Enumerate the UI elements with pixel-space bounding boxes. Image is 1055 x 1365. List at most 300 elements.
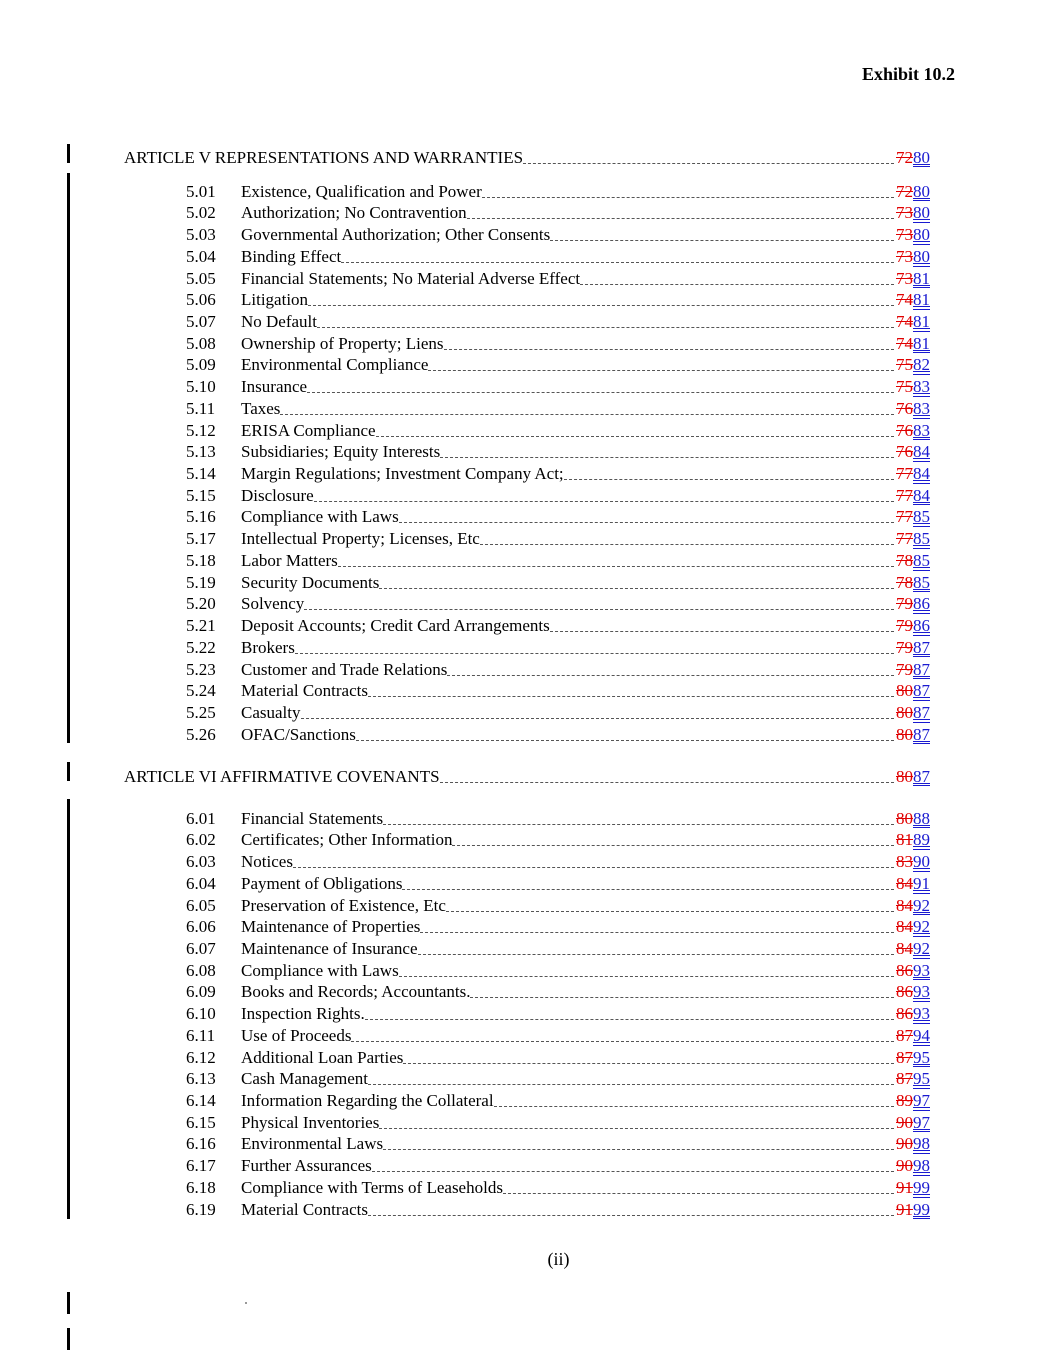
section-title: Ownership of Property; Liens <box>241 333 444 353</box>
section-title: Certificates; Other Information <box>241 830 453 850</box>
section-number: 6.09 <box>186 982 216 1002</box>
section-title: Physical Inventories <box>241 1112 380 1132</box>
deleted-page-number: 86 <box>896 960 913 980</box>
entry-title-line <box>241 616 930 636</box>
dot-leader <box>550 239 894 241</box>
deleted-page-number: 75 <box>896 355 913 375</box>
section-number: 5.16 <box>186 507 216 527</box>
dot-leader <box>368 695 894 697</box>
toc-section-entry[interactable] <box>0 680 930 702</box>
inserted-page-number[interactable]: 99 <box>913 1199 930 1219</box>
section-number: 5.10 <box>186 377 216 397</box>
inserted-page-number[interactable]: 80 <box>913 147 930 167</box>
deleted-page-number: 79 <box>896 594 913 614</box>
toc-article-entry[interactable] <box>0 765 930 787</box>
toc-section-entry[interactable] <box>0 829 930 851</box>
dot-leader <box>444 348 894 350</box>
page-ref <box>896 1026 930 1046</box>
entry-title-line <box>241 725 930 745</box>
entry-title-line <box>124 767 930 787</box>
inserted-page-number[interactable]: 87 <box>913 702 930 722</box>
dot-leader <box>307 391 894 393</box>
deleted-page-number: 81 <box>896 830 913 850</box>
deleted-page-number: 91 <box>896 1177 913 1197</box>
deleted-page-number: 84 <box>896 895 913 915</box>
section-title: Use of Proceeds <box>241 1025 352 1045</box>
page-ref <box>896 830 930 850</box>
section-title: Taxes <box>241 398 281 418</box>
section-title: Authorization; No Contravention <box>241 203 467 223</box>
toc-section-entry[interactable] <box>0 1046 930 1068</box>
section-number: 6.05 <box>186 895 216 915</box>
dot-leader <box>383 1148 894 1150</box>
inserted-page-number[interactable]: 92 <box>913 939 930 958</box>
deleted-page-number: 76 <box>896 442 913 462</box>
page-ref <box>896 638 930 658</box>
toc-section-entry[interactable] <box>0 397 930 419</box>
inserted-page-number[interactable]: 86 <box>913 616 930 636</box>
page-ref <box>896 399 930 419</box>
section-title: Cash Management <box>241 1069 368 1089</box>
deleted-page-number: 86 <box>896 982 913 1002</box>
entry-title-line <box>241 1004 930 1024</box>
section-title: Margin Regulations; Investment Company Act; <box>241 464 564 484</box>
inserted-page-number[interactable]: 90 <box>913 852 930 872</box>
toc-section-entry[interactable] <box>0 571 930 593</box>
section-title: Litigation <box>241 290 309 310</box>
section-number: 5.15 <box>186 485 216 505</box>
dot-leader <box>428 369 894 371</box>
page-ref <box>896 1069 930 1089</box>
page-ref <box>896 148 930 168</box>
section-title: Compliance with Laws <box>241 507 399 527</box>
page-ref <box>896 1200 930 1220</box>
toc-section-entry[interactable] <box>0 701 930 723</box>
deleted-page-number: 74 <box>896 333 913 353</box>
section-number: 6.07 <box>186 939 216 958</box>
inserted-page-number[interactable]: 99 <box>913 1177 930 1197</box>
deleted-page-number: 78 <box>896 550 913 570</box>
inserted-page-number[interactable]: 93 <box>913 982 930 1002</box>
toc-section-entry[interactable] <box>0 894 930 916</box>
inserted-page-number[interactable]: 87 <box>913 724 930 744</box>
dot-leader <box>341 261 894 263</box>
inserted-page-number[interactable]: 85 <box>913 507 930 527</box>
dot-leader <box>503 1192 894 1194</box>
inserted-page-number[interactable]: 81 <box>913 333 930 353</box>
entry-title-line <box>241 442 930 462</box>
toc-section-entry[interactable] <box>0 723 930 745</box>
section-title: Books and Records; Accountants. <box>241 982 471 1002</box>
section-title: Brokers <box>241 637 295 657</box>
section-number: 6.15 <box>186 1112 216 1132</box>
inserted-page-number[interactable]: 85 <box>913 529 930 549</box>
inserted-page-number[interactable]: 92 <box>913 917 930 937</box>
section-number: 5.01 <box>186 181 216 201</box>
section-title: Compliance with Terms of Leaseholds <box>241 1177 503 1197</box>
page-ref <box>896 939 930 959</box>
page-ref <box>896 681 930 701</box>
inserted-page-number[interactable]: 86 <box>913 594 930 614</box>
deleted-page-number: 86 <box>896 1004 913 1024</box>
section-number: 5.20 <box>186 594 216 614</box>
section-number: 5.02 <box>186 203 216 223</box>
page-ref <box>896 1156 930 1176</box>
dot-leader <box>446 910 894 912</box>
page-ref <box>896 961 930 981</box>
dot-leader <box>470 996 894 998</box>
section-title: No Default <box>241 312 318 331</box>
dot-leader <box>351 1040 894 1042</box>
page-ref <box>896 290 930 310</box>
section-title: Inspection Rights. <box>241 1004 365 1024</box>
deleted-page-number: 90 <box>896 1112 913 1132</box>
section-number: 5.07 <box>186 312 216 331</box>
page-ref <box>896 594 930 614</box>
toc-section-entry[interactable] <box>0 310 930 332</box>
inserted-page-number[interactable]: 80 <box>913 181 930 201</box>
toc-section-entry[interactable] <box>0 1198 930 1220</box>
entry-title-line <box>241 917 930 937</box>
section-number: 6.16 <box>186 1134 216 1154</box>
inserted-page-number[interactable]: 81 <box>913 290 930 310</box>
section-title: Information Regarding the Collateral <box>241 1091 494 1111</box>
toc-section-entry[interactable] <box>0 807 930 829</box>
entry-title-line <box>241 355 930 375</box>
dot-leader <box>482 196 894 198</box>
deleted-page-number: 74 <box>896 312 913 331</box>
inserted-page-number[interactable]: 80 <box>913 225 930 245</box>
deleted-page-number: 77 <box>896 529 913 549</box>
section-number: 5.12 <box>186 420 216 440</box>
dot-leader <box>494 1105 894 1107</box>
dot-leader <box>403 1062 894 1064</box>
entry-title-line <box>241 1178 930 1198</box>
deleted-page-number: 80 <box>896 702 913 722</box>
page-ref <box>896 551 930 571</box>
entry-title-line <box>241 464 930 484</box>
entry-title-line <box>241 225 930 245</box>
inserted-page-number[interactable]: 95 <box>913 1069 930 1089</box>
dot-leader <box>280 413 894 415</box>
toc-section-entry[interactable] <box>0 1133 930 1155</box>
section-number: 6.08 <box>186 960 216 980</box>
toc-section-entry[interactable] <box>0 636 930 658</box>
exhibit-label: Exhibit 10.2 <box>861 64 955 84</box>
dot-leader <box>317 326 894 328</box>
entry-title-line <box>241 1026 930 1046</box>
dot-leader <box>383 823 894 825</box>
inserted-page-number[interactable]: 85 <box>913 572 930 592</box>
inserted-page-number[interactable]: 93 <box>913 960 930 980</box>
dot-leader <box>580 283 894 285</box>
entry-title-line <box>241 551 930 571</box>
toc-section-entry[interactable] <box>0 419 930 441</box>
inserted-page-number[interactable]: 93 <box>913 1004 930 1024</box>
entry-title-line <box>241 421 930 441</box>
inserted-page-number[interactable]: 87 <box>913 637 930 657</box>
dot-leader <box>295 652 894 654</box>
page-ref <box>896 1113 930 1133</box>
toc-section-entry[interactable] <box>0 937 930 959</box>
section-number: 5.25 <box>186 702 216 722</box>
entry-title-line <box>241 1134 930 1154</box>
inserted-page-number[interactable]: 87 <box>913 681 930 701</box>
page-ref <box>896 725 930 745</box>
toc-section-entry[interactable] <box>0 375 930 397</box>
toc-section-entry[interactable] <box>0 267 930 289</box>
change-bar <box>67 1328 70 1350</box>
section-number: 5.23 <box>186 659 216 679</box>
page-ref <box>896 1048 930 1068</box>
inserted-page-number[interactable]: 83 <box>913 377 930 397</box>
toc-section-entry[interactable] <box>0 872 930 894</box>
section-number: 6.04 <box>186 873 216 893</box>
entry-title-line <box>241 939 930 959</box>
deleted-page-number: 80 <box>896 681 913 701</box>
inserted-page-number[interactable]: 94 <box>913 1025 930 1045</box>
dot-leader <box>372 1170 894 1172</box>
section-number: 6.03 <box>186 852 216 872</box>
section-number: 6.01 <box>186 808 216 828</box>
toc-section-entry[interactable] <box>0 1111 930 1133</box>
page-ref <box>896 616 930 636</box>
inserted-page-number[interactable]: 81 <box>913 312 930 331</box>
inserted-page-number[interactable]: 84 <box>913 485 930 505</box>
toc-section-entry[interactable] <box>0 1089 930 1111</box>
page-ref <box>896 874 930 894</box>
toc-section-entry[interactable] <box>0 658 930 680</box>
section-number: 5.19 <box>186 572 216 592</box>
entry-title-line <box>241 852 930 872</box>
toc-section-entry[interactable] <box>0 614 930 636</box>
section-number: 6.19 <box>186 1199 216 1219</box>
section-title: Payment of Obligations <box>241 873 403 893</box>
section-title: Subsidiaries; Equity Interests <box>241 442 441 462</box>
toc-section-entry[interactable] <box>0 506 930 528</box>
section-title: Solvency <box>241 594 305 614</box>
deleted-page-number: 79 <box>896 616 913 636</box>
inserted-page-number[interactable]: 98 <box>913 1134 930 1154</box>
deleted-page-number: 84 <box>896 873 913 893</box>
dot-leader <box>314 500 894 502</box>
section-number: 5.14 <box>186 464 216 484</box>
page-ref <box>896 529 930 549</box>
toc-section-entry[interactable] <box>0 916 930 938</box>
section-number: 6.02 <box>186 830 216 850</box>
page-ref <box>896 767 930 787</box>
inserted-page-number[interactable]: 91 <box>913 873 930 893</box>
deleted-page-number: 73 <box>896 246 913 266</box>
section-title: ERISA Compliance <box>241 420 376 440</box>
entry-title-line <box>241 507 930 527</box>
section-number: 5.18 <box>186 550 216 570</box>
page-ref <box>896 703 930 723</box>
inserted-page-number[interactable]: 84 <box>913 464 930 484</box>
deleted-page-number: 77 <box>896 485 913 505</box>
section-title: Material Contracts <box>241 681 368 701</box>
section-number: 5.21 <box>186 616 216 636</box>
entry-title-line <box>241 290 930 310</box>
dot-leader <box>304 608 894 610</box>
dot-leader <box>523 162 894 164</box>
section-title: Material Contracts <box>241 1199 368 1219</box>
entry-title-line <box>241 529 930 549</box>
page-ref <box>896 1004 930 1024</box>
page-ref <box>896 269 930 289</box>
section-number: 5.24 <box>186 681 216 701</box>
entry-title-line <box>241 247 930 267</box>
inserted-page-number[interactable]: 83 <box>913 420 930 440</box>
toc-section-entry[interactable] <box>0 354 930 376</box>
toc-section-entry[interactable] <box>0 593 930 615</box>
toc-section-entry[interactable] <box>0 528 930 550</box>
entry-title-line <box>241 377 930 397</box>
page-ref <box>896 247 930 267</box>
entry-title-line <box>241 830 930 850</box>
entry-title-line <box>241 809 930 829</box>
toc-section-entry[interactable] <box>0 1024 930 1046</box>
deleted-page-number: 76 <box>896 398 913 418</box>
toc-section-entry[interactable] <box>0 850 930 872</box>
toc-section-entry[interactable] <box>0 1176 930 1198</box>
section-number: 6.10 <box>186 1004 216 1024</box>
page-ref <box>896 852 930 872</box>
section-title: Notices <box>241 852 293 872</box>
section-title: Maintenance of Insurance <box>241 939 418 958</box>
inserted-page-number[interactable]: 88 <box>913 808 930 828</box>
deleted-page-number: 80 <box>896 724 913 744</box>
entry-title-line <box>241 1048 930 1068</box>
page-ref <box>896 982 930 1002</box>
toc-section-entry[interactable] <box>0 549 930 571</box>
section-title: Compliance with Laws <box>241 960 399 980</box>
deleted-page-number: 72 <box>896 181 913 201</box>
page-ref <box>896 573 930 593</box>
entry-title-line <box>124 148 930 168</box>
dot-leader <box>447 674 894 676</box>
toc-section-entry[interactable] <box>0 462 930 484</box>
deleted-page-number: 83 <box>896 852 913 872</box>
dot-leader <box>379 587 894 589</box>
page-ref <box>896 660 930 680</box>
inserted-page-number[interactable]: 98 <box>913 1156 930 1176</box>
page-ref <box>896 917 930 937</box>
deleted-page-number: 77 <box>896 464 913 484</box>
inserted-page-number[interactable]: 95 <box>913 1047 930 1067</box>
entry-title-line <box>241 334 930 354</box>
toc-section-entry[interactable] <box>0 202 930 224</box>
section-title: Financial Statements; No Material Adverse Effect <box>241 268 581 288</box>
toc-section-entry[interactable] <box>0 332 930 354</box>
page-ref <box>896 896 930 916</box>
dot-leader <box>301 717 895 719</box>
page-ref <box>896 312 930 332</box>
toc-section-entry[interactable] <box>0 289 930 311</box>
dot-leader <box>356 739 894 741</box>
entry-title-line <box>241 681 930 701</box>
inserted-page-number[interactable]: 80 <box>913 246 930 266</box>
deleted-page-number: 79 <box>896 659 913 679</box>
inserted-page-number[interactable]: 83 <box>913 398 930 418</box>
entry-title-line <box>241 1156 930 1176</box>
toc-section-entry[interactable] <box>0 981 930 1003</box>
page-ref <box>896 334 930 354</box>
section-number: 6.14 <box>186 1091 216 1111</box>
page-ref <box>896 442 930 462</box>
section-number: 5.13 <box>186 442 216 462</box>
inserted-page-number[interactable]: 87 <box>913 766 930 786</box>
dot-leader <box>379 1127 894 1129</box>
section-number: 6.12 <box>186 1047 216 1067</box>
inserted-page-number[interactable]: 80 <box>913 203 930 223</box>
section-number: 5.03 <box>186 225 216 245</box>
toc-section-entry[interactable] <box>0 180 930 202</box>
inserted-page-number[interactable]: 81 <box>913 268 930 288</box>
dot-leader <box>440 781 894 783</box>
toc-section-entry[interactable] <box>0 1068 930 1090</box>
inserted-page-number[interactable]: 92 <box>913 895 930 915</box>
entry-title-line <box>241 399 930 419</box>
section-title: Existence, Qualification and Power <box>241 181 482 201</box>
entry-title-line <box>241 1113 930 1133</box>
entry-title-line <box>241 594 930 614</box>
deleted-page-number: 79 <box>896 637 913 657</box>
inserted-page-number[interactable]: 85 <box>913 550 930 570</box>
inserted-page-number[interactable]: 84 <box>913 442 930 462</box>
deleted-page-number: 80 <box>896 808 913 828</box>
toc-section-entry[interactable] <box>0 959 930 981</box>
toc-section-entry[interactable] <box>0 1155 930 1177</box>
section-title: Labor Matters <box>241 550 338 570</box>
deleted-page-number: 75 <box>896 377 913 397</box>
page-ref <box>896 1091 930 1111</box>
page-ref <box>896 182 930 202</box>
stray-mark <box>245 1302 247 1304</box>
section-title: Binding Effect <box>241 246 342 266</box>
dot-leader <box>293 866 894 868</box>
page-ref <box>896 355 930 375</box>
toc-section-entry[interactable] <box>0 484 930 506</box>
toc-section-entry[interactable] <box>0 223 930 245</box>
inserted-page-number[interactable]: 97 <box>913 1112 930 1132</box>
toc-article-entry[interactable] <box>0 146 930 168</box>
toc-section-entry[interactable] <box>0 245 930 267</box>
deleted-page-number: 77 <box>896 507 913 527</box>
toc-section-entry[interactable] <box>0 1002 930 1024</box>
dot-leader <box>402 888 894 890</box>
dot-leader <box>399 975 894 977</box>
inserted-page-number[interactable]: 89 <box>913 830 930 850</box>
section-number: 5.06 <box>186 290 216 310</box>
section-number: 5.05 <box>186 268 216 288</box>
inserted-page-number[interactable]: 97 <box>913 1091 930 1111</box>
deleted-page-number: 84 <box>896 939 913 958</box>
dot-leader <box>418 953 894 955</box>
section-number: 5.17 <box>186 529 216 549</box>
entry-title-line <box>241 660 930 680</box>
toc-section-entry[interactable] <box>0 441 930 463</box>
deleted-page-number: 87 <box>896 1069 913 1089</box>
inserted-page-number[interactable]: 82 <box>913 355 930 375</box>
entry-title-line <box>241 269 930 289</box>
section-number: 5.22 <box>186 637 216 657</box>
dot-leader <box>467 217 894 219</box>
deleted-page-number: 90 <box>896 1134 913 1154</box>
entry-title-line <box>241 874 930 894</box>
inserted-page-number[interactable]: 87 <box>913 659 930 679</box>
entry-title-line <box>241 1069 930 1089</box>
